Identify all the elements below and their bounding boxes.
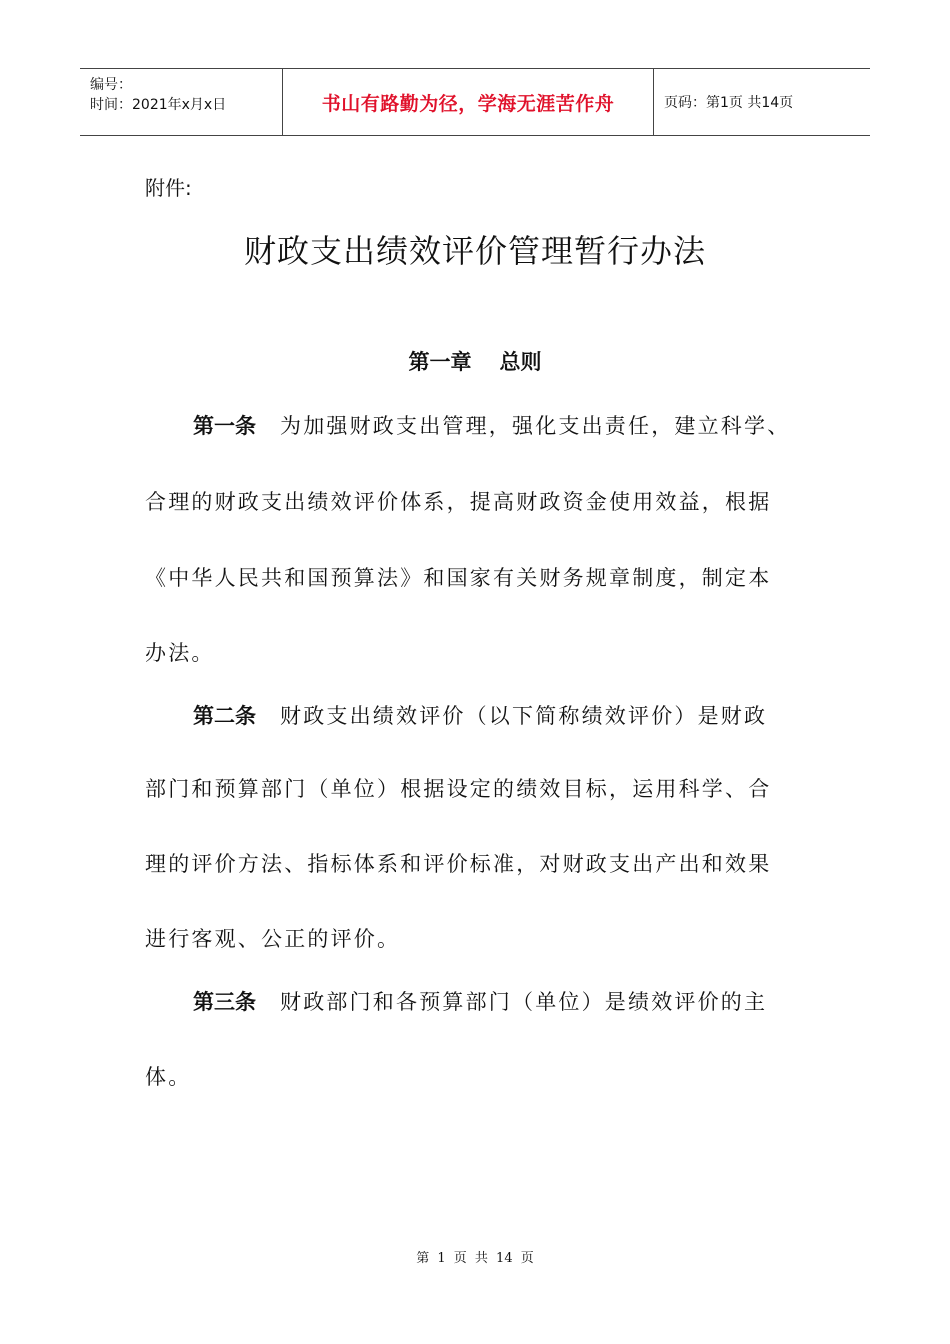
article-2-line-2: 部门和预算部门（单位）根据设定的绩效目标，运用科学、合 xyxy=(145,777,772,801)
header-motto: 书山有路勤为径，学海无涯苦作舟 xyxy=(282,69,654,135)
page-footer: 第 1 页 共 14 页 xyxy=(416,1251,534,1266)
article-3-line-1: 第三条 财政部门和各预算部门（单位）是绩效评价的主 xyxy=(193,990,768,1014)
header-page-info: 页码：第1页 共14页 xyxy=(664,95,794,111)
chapter-name: 总则 xyxy=(499,350,542,374)
header-table xyxy=(80,68,870,136)
article-1-label: 第一条 xyxy=(193,414,256,438)
article-1-line-3: 《中华人民共和国预算法》和国家有关财务规章制度，制定本 xyxy=(145,566,772,590)
header-meta xyxy=(80,69,282,135)
chapter-heading xyxy=(0,346,950,376)
article-2-line-1: 第二条 财政支出绩效评价（以下简称绩效评价）是财政 xyxy=(193,704,768,728)
document-number-label: 编号： xyxy=(90,77,132,93)
article-1-line-1: 第一条 为加强财政支出管理，强化支出责任，建立科学、 xyxy=(193,414,791,438)
document-date: 时间：2021年x月x日 xyxy=(90,97,227,113)
article-1-line-2: 合理的财政支出绩效评价体系，提高财政资金使用效益，根据 xyxy=(145,490,772,514)
article-1-line-4: 办法。 xyxy=(145,641,215,665)
article-2-line-3: 理的评价方法、指标体系和评价标准，对财政支出产出和效果 xyxy=(145,852,772,876)
article-2-line-4: 进行客观、公正的评价。 xyxy=(145,927,401,951)
chapter-number: 第一章 xyxy=(408,350,472,374)
attachment-label: 附件: xyxy=(145,176,192,200)
article-3-label: 第三条 xyxy=(193,990,256,1014)
document-title: 财政支出绩效评价管理暂行办法 xyxy=(243,232,706,270)
article-2-label: 第二条 xyxy=(193,704,256,728)
article-3-line-2: 体。 xyxy=(145,1065,192,1089)
